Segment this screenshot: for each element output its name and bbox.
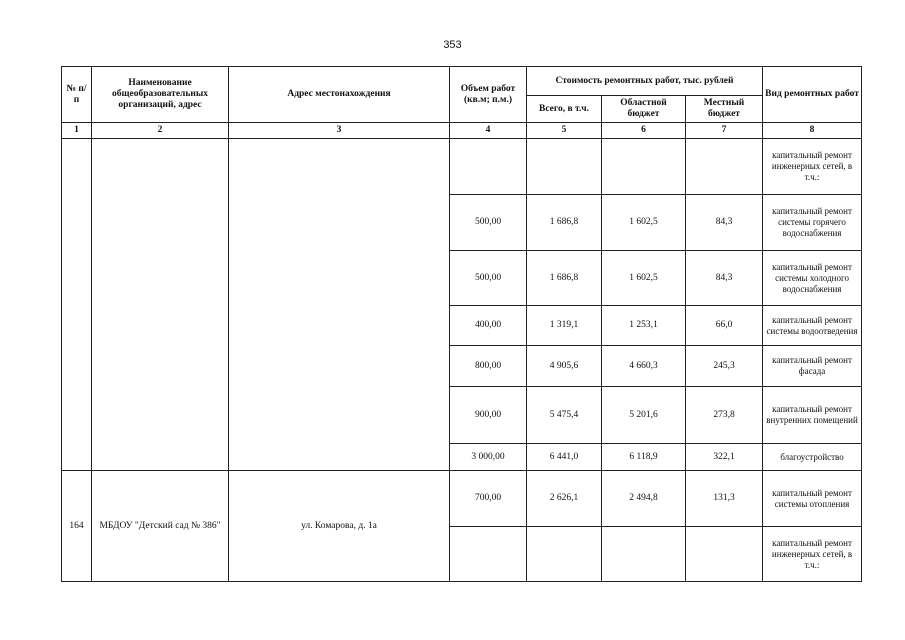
regional-cell: 2 494,8 xyxy=(602,471,686,527)
volume-cell xyxy=(450,139,527,195)
local-cell: 84,3 xyxy=(686,251,763,306)
volume-cell: 400,00 xyxy=(450,306,527,346)
column-number-row xyxy=(62,123,862,139)
regional-cell: 1 253,1 xyxy=(602,306,686,346)
total-cell: 2 626,1 xyxy=(527,471,602,527)
column-number: 8 xyxy=(763,123,862,139)
volume-cell: 3 000,00 xyxy=(450,444,527,471)
regional-cell: 4 660,3 xyxy=(602,346,686,387)
column-number: 4 xyxy=(450,123,527,139)
table-row xyxy=(62,471,862,527)
num-cell xyxy=(62,139,92,471)
address-cell xyxy=(229,139,450,471)
header-address: Адрес местонахождения xyxy=(229,67,450,123)
num-cell: 164 xyxy=(62,471,92,582)
local-cell: 245,3 xyxy=(686,346,763,387)
total-cell: 1 319,1 xyxy=(527,306,602,346)
header-volume: Объем работ (кв.м; п.м.) xyxy=(450,67,527,123)
repair-costs-table xyxy=(61,66,862,582)
local-cell xyxy=(686,527,763,582)
header-local: Местный бюджет xyxy=(686,96,763,123)
regional-cell: 5 201,6 xyxy=(602,387,686,444)
column-number: 7 xyxy=(686,123,763,139)
volume-cell: 500,00 xyxy=(450,251,527,306)
total-cell: 1 686,8 xyxy=(527,251,602,306)
volume-cell: 700,00 xyxy=(450,471,527,527)
header-cost-group: Стоимость ремонтных работ, тыс. рублей xyxy=(527,67,763,96)
header-num: № п/п xyxy=(62,67,92,123)
name-cell xyxy=(92,139,229,471)
total-cell: 6 441,0 xyxy=(527,444,602,471)
work-type-cell: капитальный ремонт фасада xyxy=(763,346,862,387)
total-cell: 4 905,6 xyxy=(527,346,602,387)
total-cell: 5 475,4 xyxy=(527,387,602,444)
header-work-type: Вид ремонтных работ xyxy=(763,67,862,123)
total-cell xyxy=(527,139,602,195)
work-type-cell: капитальный ремонт внутренних помещений xyxy=(763,387,862,444)
local-cell: 131,3 xyxy=(686,471,763,527)
local-cell: 84,3 xyxy=(686,195,763,251)
address-cell: ул. Комарова, д. 1а xyxy=(229,471,450,582)
column-number: 3 xyxy=(229,123,450,139)
header-name: Наименование общеобразовательных организаций, адрес xyxy=(92,67,229,123)
column-number: 1 xyxy=(62,123,92,139)
table-row xyxy=(62,139,862,195)
work-type-cell: капитальный ремонт системы холодного водоснабжения xyxy=(763,251,862,306)
regional-cell: 1 602,5 xyxy=(602,195,686,251)
column-number: 6 xyxy=(602,123,686,139)
regional-cell: 6 118,9 xyxy=(602,444,686,471)
local-cell: 322,1 xyxy=(686,444,763,471)
work-type-cell: капитальный ремонт системы отопления xyxy=(763,471,862,527)
column-number: 2 xyxy=(92,123,229,139)
work-type-cell: капитальный ремонт системы горячего водоснабжения xyxy=(763,195,862,251)
regional-cell xyxy=(602,527,686,582)
name-cell: МБДОУ "Детский сад № 386" xyxy=(92,471,229,582)
total-cell: 1 686,8 xyxy=(527,195,602,251)
header-total: Всего, в т.ч. xyxy=(527,96,602,123)
local-cell: 273,8 xyxy=(686,387,763,444)
volume-cell xyxy=(450,527,527,582)
column-number: 5 xyxy=(527,123,602,139)
header-regional: Областной бюджет xyxy=(602,96,686,123)
total-cell xyxy=(527,527,602,582)
work-type-cell: капитальный ремонт системы водоотведения xyxy=(763,306,862,346)
work-type-cell: капитальный ремонт инженерных сетей, в т.ч.: xyxy=(763,139,862,195)
page-number: 353 xyxy=(443,39,462,51)
local-cell: 66,0 xyxy=(686,306,763,346)
regional-cell xyxy=(602,139,686,195)
volume-cell: 500,00 xyxy=(450,195,527,251)
regional-cell: 1 602,5 xyxy=(602,251,686,306)
work-type-cell: капитальный ремонт инженерных сетей, в т.ч.: xyxy=(763,527,862,582)
volume-cell: 800,00 xyxy=(450,346,527,387)
work-type-cell: благоустройство xyxy=(763,444,862,471)
local-cell xyxy=(686,139,763,195)
volume-cell: 900,00 xyxy=(450,387,527,444)
